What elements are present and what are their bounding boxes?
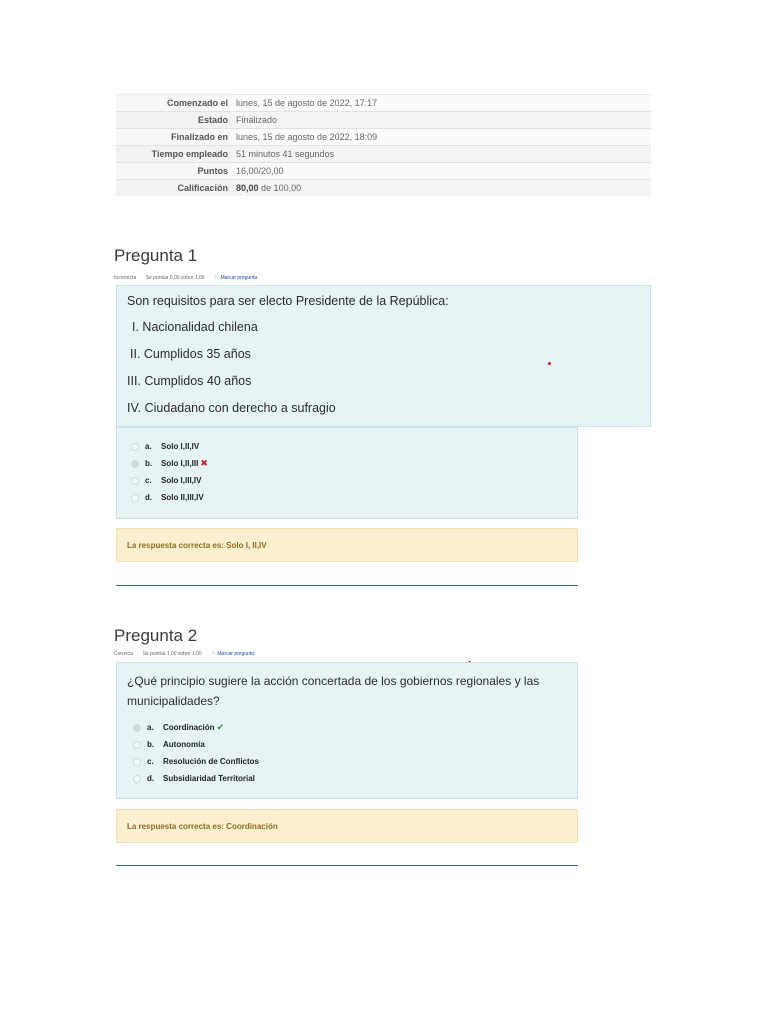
question-label: Pregunta	[114, 626, 183, 645]
radio-button[interactable]	[131, 477, 139, 485]
grade-value: 80,00	[236, 183, 259, 193]
radio-button[interactable]	[131, 443, 139, 451]
option-text: Solo I,II,IV	[161, 442, 200, 451]
option-text: Solo I,II,III	[161, 459, 199, 468]
answer-option-c[interactable]	[133, 753, 567, 770]
summary-value	[232, 180, 651, 197]
option-letter: c.	[147, 757, 154, 766]
flag-question-link[interactable]: Marcar pregunta	[220, 275, 258, 281]
question-number: 2	[187, 626, 198, 645]
question-2-feedback: La respuesta correcta es: Coordinación	[116, 809, 578, 843]
answer-option-c[interactable]	[131, 472, 565, 489]
radio-button[interactable]	[133, 758, 141, 766]
summary-row-time	[116, 146, 651, 163]
option-letter: b.	[147, 740, 155, 749]
requirement-item: I. Nacionalidad chilena	[132, 320, 258, 334]
radio-button-selected[interactable]	[131, 460, 139, 468]
option-text: Autonomía	[163, 740, 205, 749]
answer-option-d[interactable]	[131, 489, 565, 506]
summary-row-finished	[116, 129, 651, 146]
summary-value: lunes, 15 de agosto de 2022, 18:09	[232, 129, 651, 146]
question-text: Son requisitos para ser electo Presidente de la República:	[127, 294, 449, 308]
question-1-stem	[116, 285, 651, 427]
requirement-item: III. Cumplidos 40 años	[127, 374, 252, 388]
cross-icon: ✖	[200, 458, 208, 468]
summary-row-state	[116, 112, 651, 129]
summary-label: Puntos	[116, 163, 232, 180]
question-1-meta	[114, 275, 265, 281]
summary-value: 51 minutos 41 segundos	[232, 146, 651, 163]
question-number: 1	[187, 246, 198, 265]
summary-label: Estado	[116, 112, 232, 129]
option-text: Solo I,III,IV	[161, 476, 202, 485]
summary-row-started	[116, 95, 651, 112]
option-text: Resolución de Conflictos	[163, 757, 260, 766]
option-letter: a.	[145, 442, 152, 451]
option-letter: a.	[147, 723, 154, 732]
requirement-item: II. Cumplidos 35 años	[130, 347, 251, 361]
question-separator	[116, 865, 578, 866]
answer-option-d[interactable]	[133, 770, 567, 787]
summary-label: Finalizado en	[116, 129, 232, 146]
attempt-summary-table	[116, 94, 651, 196]
radio-button[interactable]	[131, 494, 139, 502]
option-text: Coordinación	[163, 723, 215, 732]
requirement-item: IV. Ciudadano con derecho a sufragio	[127, 401, 336, 415]
option-letter: d.	[147, 774, 155, 783]
summary-label: Tiempo empleado	[116, 146, 232, 163]
radio-button[interactable]	[133, 741, 141, 749]
answer-option-b[interactable]	[133, 736, 567, 753]
question-label: Pregunta	[114, 246, 183, 265]
summary-value: Finalizado	[232, 112, 651, 129]
check-icon: ✔	[216, 722, 225, 732]
summary-value: 16,00/20,00	[232, 163, 651, 180]
question-1-feedback: La respuesta correcta es: Solo I, II,IV	[116, 528, 578, 562]
option-letter: d.	[145, 493, 153, 502]
question-score: Se puntúa 1,00 sobre 1,00	[142, 651, 202, 657]
radio-button-selected[interactable]	[133, 724, 141, 732]
flag-question-link[interactable]: Marcar pregunta	[217, 651, 255, 657]
question-text: ¿Qué principio sugiere la acción concertada de los gobiernos regionales y las municipalidades?	[127, 674, 540, 708]
summary-label: Comenzado el	[116, 95, 232, 112]
question-2-title	[114, 626, 197, 646]
question-status: Correcta	[114, 651, 134, 657]
flag-icon[interactable]: ⚐	[213, 275, 219, 281]
option-letter: c.	[145, 476, 152, 485]
question-status: Incorrecta	[114, 275, 137, 281]
summary-row-grade	[116, 180, 651, 197]
answer-option-a[interactable]	[131, 438, 565, 455]
flag-icon[interactable]: ⚐	[210, 651, 216, 657]
answer-option-b[interactable]	[131, 455, 565, 472]
red-dot-marker	[548, 362, 551, 365]
summary-row-points	[116, 163, 651, 180]
question-2-stem	[116, 662, 578, 799]
grade-suffix: de 100,00	[261, 183, 302, 193]
summary-value: lunes, 15 de agosto de 2022, 17:17	[232, 95, 651, 112]
summary-label: Calificación	[116, 180, 232, 197]
option-text: Subsidiaridad Territorial	[163, 774, 255, 783]
question-2-meta	[114, 651, 262, 657]
option-letter: b.	[145, 459, 153, 468]
option-text: Solo II,III,IV	[161, 493, 204, 502]
radio-button[interactable]	[133, 775, 141, 783]
question-1-answers	[116, 427, 578, 519]
question-score: Se puntúa 0,00 sobre 1,00	[145, 275, 205, 281]
question-1-title	[114, 246, 197, 266]
answer-option-a[interactable]	[133, 719, 567, 736]
question-separator	[116, 585, 578, 586]
